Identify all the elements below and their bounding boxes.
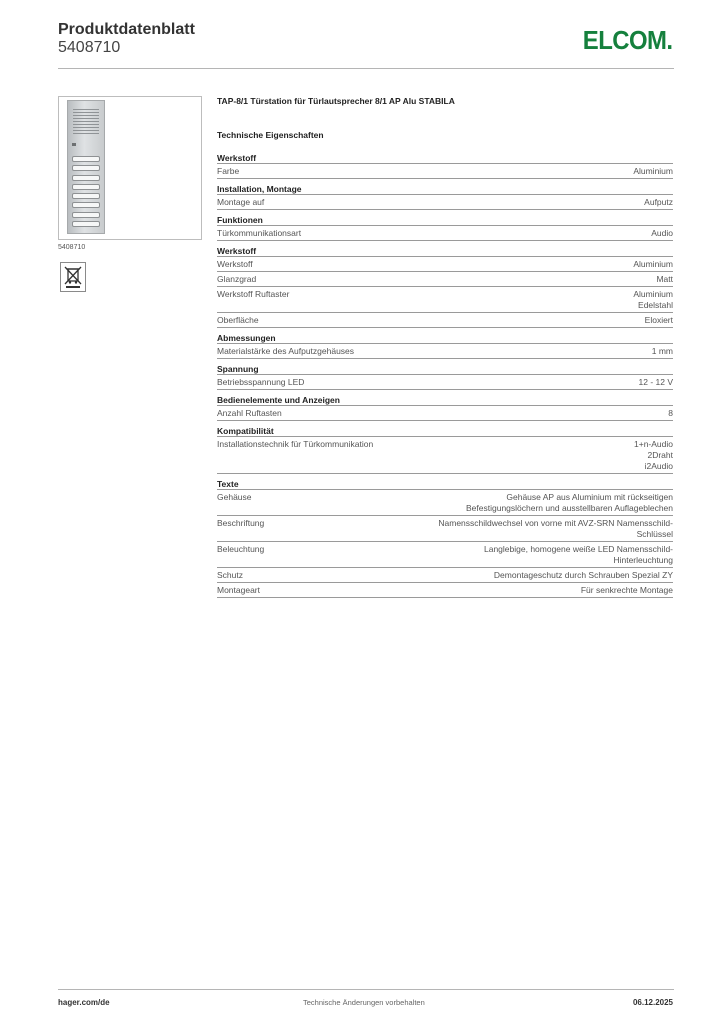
spec-group <box>217 153 673 179</box>
spec-label: Montageart <box>217 585 260 595</box>
call-button <box>72 202 100 208</box>
texte-group <box>217 479 673 598</box>
speaker-grille <box>73 109 99 135</box>
spec-label: Montage auf <box>217 197 265 207</box>
footer-date: 06.12.2025 <box>632 998 673 1007</box>
spec-label: Installationstechnik für Türkommunikation <box>217 439 374 449</box>
spec-label: Werkstoff Ruftaster <box>217 289 290 299</box>
spec-group <box>217 364 673 390</box>
call-button <box>72 221 100 227</box>
spec-row <box>217 516 673 542</box>
spec-group <box>217 333 673 359</box>
specs-heading: Technische Eigenschaften <box>217 130 324 140</box>
spec-label: Werkstoff <box>217 259 253 269</box>
spec-row <box>217 313 673 328</box>
group-title: Werkstoff <box>217 153 673 164</box>
spec-row <box>217 257 673 272</box>
group-title: Abmessungen <box>217 333 673 344</box>
image-caption: 5408710 <box>58 244 86 251</box>
spec-value: 1 mm <box>651 346 673 356</box>
spec-value: Audio <box>651 228 673 238</box>
spec-value: Demontageschutz durch Schrauben Spezial ZY <box>493 570 673 580</box>
call-button <box>72 156 100 162</box>
spec-group <box>217 215 673 241</box>
spec-row <box>217 375 673 390</box>
door-station-panel <box>67 100 105 234</box>
spec-value: Langlebige, homogene weiße LED Namensschild- Hinterleuchtung <box>484 544 673 565</box>
spec-value: Aufputz <box>644 197 673 207</box>
spec-label: Materialstärke des Aufputzgehäuses <box>217 346 355 356</box>
document-title: Produktdatenblatt <box>58 21 195 38</box>
spec-value: Namensschildwechsel von vorne mit AVZ-SRN Namensschild- Schlüssel <box>438 518 673 539</box>
spec-label: Gehäuse <box>217 492 252 502</box>
spec-row <box>217 272 673 287</box>
group-title: Texte <box>217 479 673 490</box>
group-title: Installation, Montage <box>217 184 673 195</box>
spec-label: Anzahl Ruftasten <box>217 408 282 418</box>
spec-value: Aluminium <box>633 259 673 269</box>
spec-row <box>217 195 673 210</box>
brand-logo: ELCOM. <box>583 25 673 55</box>
call-button <box>72 212 100 218</box>
call-button <box>72 184 100 190</box>
spec-content <box>217 96 673 603</box>
spec-label: Türkommunikationsart <box>217 228 302 238</box>
spec-row <box>217 583 673 598</box>
spec-label: Betriebsspannung LED <box>217 377 305 387</box>
call-button-stack <box>72 156 100 230</box>
spec-row <box>217 287 673 313</box>
group-title: Spannung <box>217 364 673 375</box>
group-title: Funktionen <box>217 215 673 226</box>
spec-value: 12 - 12 V <box>638 377 673 387</box>
spec-label: Oberfläche <box>217 315 259 325</box>
call-button <box>72 193 100 199</box>
spec-row <box>217 164 673 179</box>
spec-label: Farbe <box>217 166 240 176</box>
weee-disposal-icon <box>60 262 86 292</box>
spec-row <box>217 226 673 241</box>
spec-label: Schutz <box>217 570 243 580</box>
spec-groups <box>217 153 673 474</box>
spec-group <box>217 184 673 210</box>
spec-value: Aluminium Edelstahl <box>633 289 673 310</box>
spec-row <box>217 490 673 516</box>
call-button <box>72 175 100 181</box>
spec-group <box>217 246 673 328</box>
spec-row <box>217 568 673 583</box>
article-number: 5408710 <box>58 39 121 56</box>
spec-label: Beschriftung <box>217 518 265 528</box>
spec-group <box>217 426 673 474</box>
group-title: Werkstoff <box>217 246 673 257</box>
spec-row <box>217 406 673 421</box>
spec-row <box>217 437 673 474</box>
spec-value: Aluminium <box>633 166 673 176</box>
spec-value: 1+n-Audio 2Draht i2Audio <box>634 439 673 471</box>
spec-group <box>217 395 673 421</box>
spec-value: Gehäuse AP aus Aluminium mit rückseitigen Befestigungslöchern und ausstellbaren Auflageblechen <box>466 492 673 513</box>
footer-disclaimer: Technische Änderungen vorbehalten <box>303 998 425 1007</box>
spec-row <box>217 344 673 359</box>
spec-label: Beleuchtung <box>217 544 265 554</box>
spec-label: Glanzgrad <box>217 274 257 284</box>
product-image <box>58 96 202 240</box>
group-title: Bedienelemente und Anzeigen <box>217 395 673 406</box>
spec-row <box>217 542 673 568</box>
header-divider <box>58 68 674 69</box>
spec-value: Für senkrechte Montage <box>580 585 673 595</box>
spec-value: 8 <box>668 408 673 418</box>
page-header <box>58 21 674 67</box>
call-button <box>72 165 100 171</box>
spec-value: Eloxiert <box>644 315 673 325</box>
footer-website: hager.com/de <box>58 998 110 1007</box>
led-indicator <box>72 143 76 146</box>
crossed-out-wheelie-bin-icon <box>63 265 83 289</box>
spec-value: Matt <box>656 274 673 284</box>
product-name: TAP-8/1 Türstation für Türlautsprecher 8/1 AP Alu STABILA <box>217 96 455 106</box>
footer-divider <box>58 989 674 990</box>
group-title: Kompatibilität <box>217 426 673 437</box>
